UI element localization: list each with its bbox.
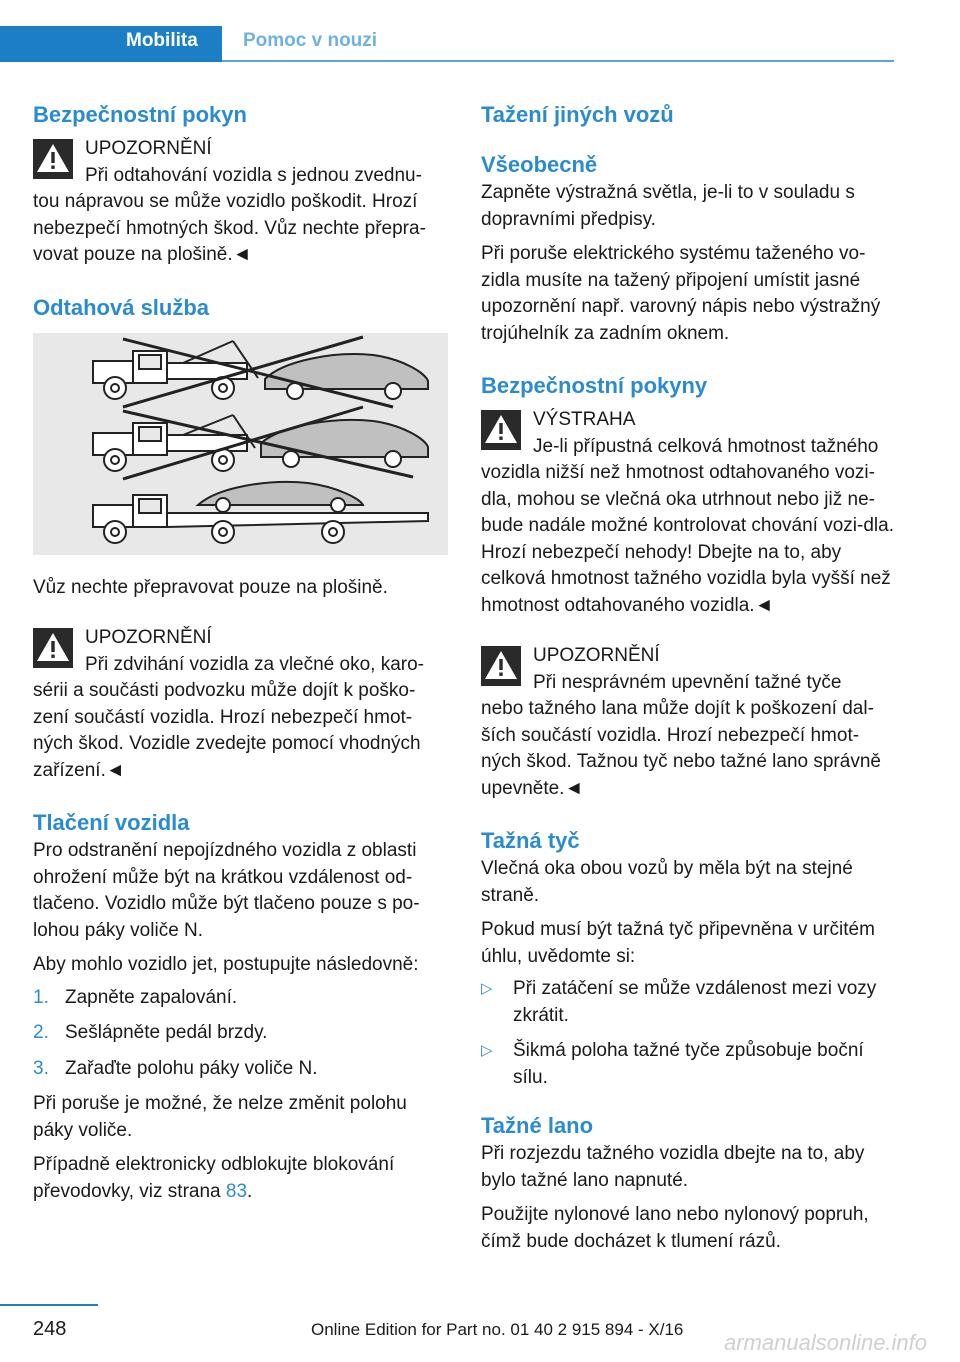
page-header [0, 0, 960, 62]
paragraph: Při poruše je možné, že nelze změnit polohu páky voliče. [33, 1093, 407, 1141]
warning-block-3 [481, 407, 896, 619]
left-column [33, 100, 448, 1205]
warning-text: vozidla nižší než hmotnost odtahovaného vozi-dla, mohou se vlečná oka utrhnout nebo již ne-bude nadále možné kontrolovat chování vozi-dla. Hrozí nebezpečí nehody! Dbejte na to, aby celková hmotnost tažného vozidla byla vyšší než hmotnost odtahovaného vozidla.◄ [481, 462, 894, 616]
step-number: 3. [33, 1057, 49, 1079]
triangle-bullet-icon: ▷ [481, 980, 493, 997]
heading-tow-bar: Tažná tyč [481, 828, 580, 853]
page-reference-link[interactable]: 83 [225, 1180, 248, 1202]
heading-towing-other-vehicles: Tažení jiných vozů [481, 102, 674, 127]
right-column [481, 100, 896, 1255]
list-item [481, 1038, 896, 1091]
triangle-bullet-icon: ▷ [481, 1042, 493, 1059]
warning-block-4 [481, 643, 896, 802]
section-tab-mobility[interactable]: Mobilita [126, 30, 198, 51]
paragraph: Vlečná oka obou vozů by měla být na stejné straně. [481, 858, 853, 906]
warning-block-1 [33, 136, 448, 269]
warning-icon [481, 410, 521, 450]
heading-tow-rope: Tažné lano [481, 1113, 594, 1138]
bullet-list [481, 976, 896, 1091]
heading-safety-note: Bezpečnostní pokyn [33, 102, 247, 127]
edition-note: Online Edition for Part no. 01 40 2 915 894 - X/16 [311, 1320, 684, 1339]
warning-block-2 [33, 625, 448, 784]
heading-general: Všeobecně [481, 152, 598, 177]
paragraph: Pro odstranění nepojízdného vozidla z oblasti ohrožení může být na krátkou vzdálenost od-tlačeno. Vozidlo může být tlačeno pouze s po-lohou páky voliče N. [33, 840, 420, 941]
list-item [481, 976, 896, 1029]
warning-text-first: Je-li přípustná celková hmotnost tažného [533, 435, 879, 457]
heading-tow-service: Odtahová služba [33, 294, 210, 320]
towing-methods-drawing [33, 333, 448, 555]
footer-rule [0, 1304, 98, 1306]
warning-title: UPOZORNĚNÍ [533, 645, 660, 666]
paragraph: Zapněte výstražná světla, je-li to v souladu s dopravními předpisy. [481, 182, 855, 230]
paragraph: Pokud musí být tažná tyč připevněna v určitém úhlu, uvědomte si: [481, 919, 875, 967]
figure-caption: Vůz nechte přepravovat pouze na plošině. [33, 576, 388, 598]
step-text: Zařaďte polohu páky voliče N. [65, 1057, 318, 1079]
warning-text: tou nápravou se může vozidlo poškodit. Hrozí nebezpečí hmotných škod. Vůz nechte přepra-vovat pouze na plošině.◄ [33, 191, 426, 265]
warning-title: UPOZORNĚNÍ [85, 627, 212, 648]
step-text: Sešlápněte pedál brzdy. [65, 1022, 268, 1043]
paragraph: Při rozjezdu tažného vozidla dbejte na to, aby bylo tažné lano napnuté. [481, 1143, 865, 1191]
warning-text-first: Při nesprávném upevnění tažné tyče [533, 671, 842, 693]
warning-text: sérii a součásti podvozku může dojít k poško-zení součástí vozidla. Hrozí nebezpečí hmot-ných škod. Vozidle zvedejte pomocí vhodných zařízení.◄ [33, 680, 421, 781]
paragraph: Aby mohlo vozidlo jet, postupujte následovně: [33, 954, 419, 975]
bullet-text: Šikmá poloha tažné tyče způsobuje boční sílu. [513, 1040, 864, 1088]
bullet-text: Při zatáčení se může vzdálenost mezi vozy zkrátit. [513, 978, 877, 1026]
towing-illustration [33, 333, 448, 555]
list-item [33, 1020, 448, 1047]
page-number: 248 [33, 1318, 67, 1340]
warning-icon [33, 628, 73, 668]
section-tab-emergency-help[interactable]: Pomoc v nouzi [243, 30, 378, 51]
warning-icon [33, 139, 73, 179]
step-text: Zapněte zapalování. [65, 986, 238, 1008]
warning-text-first: Při odtahování vozidla s jednou zvednu- [85, 164, 422, 186]
paragraph-text: Případně elektronicky odblokujte blokování převodovky, viz strana [33, 1154, 395, 1202]
warning-text: nebo tažného lana může dojít k poškození dal-ších součástí vozidla. Hrozí nebezpečí hmot-ných škod. Tažnou tyč nebo tažné lano správně upevněte.◄ [481, 698, 881, 799]
steps-list [33, 985, 448, 1083]
warning-text-first: Při zdvihání vozidla za vlečné oko, karo- [85, 653, 424, 675]
paragraph: Použijte nylonové lano nebo nylonový popruh, čímž bude docházet k tlumení rázů. [481, 1204, 869, 1252]
paragraph [33, 1152, 448, 1205]
warning-title: UPOZORNĚNÍ [85, 138, 212, 159]
warning-icon [481, 646, 521, 686]
paragraph: Při poruše elektrického systému taženého vo-zidla musíte na tažený připojení umístit jasné upozornění např. varovný nápis nebo výstražný trojúhelník za zadním oknem. [481, 243, 881, 344]
list-item [33, 985, 448, 1012]
watermark: armanualsonline.info [724, 1330, 928, 1355]
step-number: 2. [33, 1022, 49, 1043]
list-item [33, 1056, 448, 1083]
step-number: 1. [33, 986, 49, 1008]
header-rule [222, 60, 894, 62]
heading-pushing-vehicle: Tlačení vozidla [33, 810, 190, 835]
paragraph-end: . [247, 1180, 253, 1202]
heading-safety-notes: Bezpečnostní pokyny [481, 373, 708, 398]
warning-title: VÝSTRAHA [533, 409, 636, 430]
